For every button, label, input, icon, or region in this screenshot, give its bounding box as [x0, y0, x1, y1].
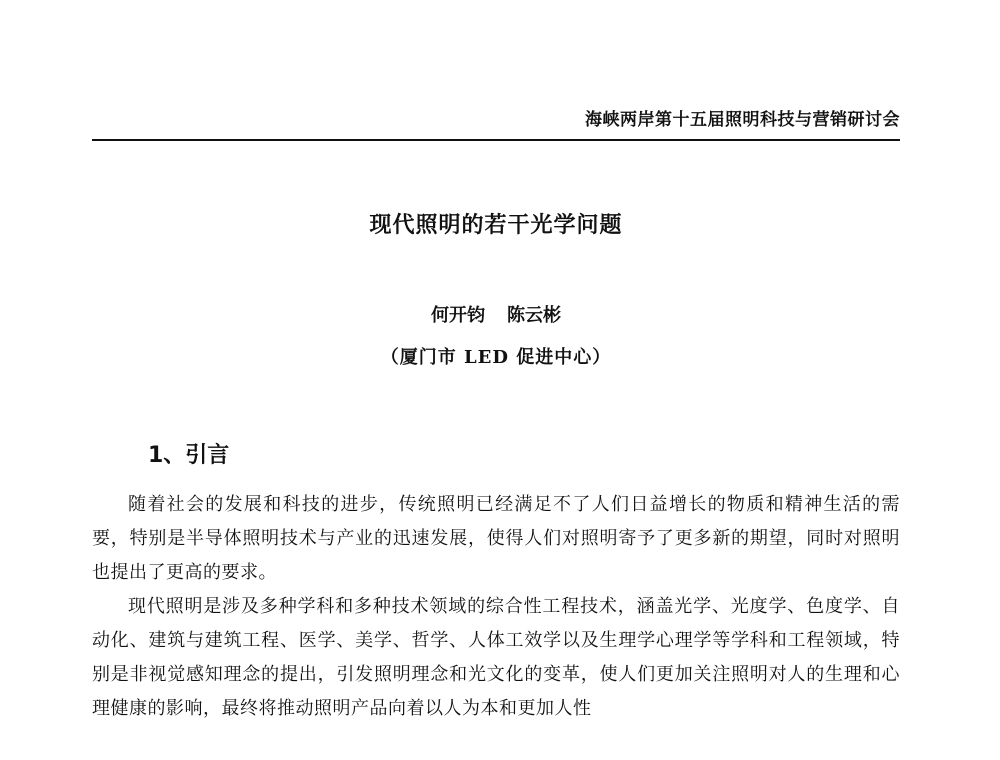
- author-list: [92, 303, 900, 329]
- running-header: 海峡两岸第十五届照明科技与营销研讨会: [585, 110, 900, 130]
- paragraph: 随着社会的发展和科技的进步，传统照明已经满足不了人们日益增长的物质和精神生活的需要，特别是半导体照明技术与产业的迅速发展，使得人们对照明寄予了更多新的期望，同时对照明也提出了更高的要求。: [92, 494, 900, 583]
- section-heading: 1、引言: [148, 443, 230, 468]
- paragraph: 现代照明是涉及多种学科和多种技术领域的综合性工程技术，涵盖光学、光度学、色度学、自动化、建筑与建筑工程、医学、美学、哲学、人体工效学以及生理学心理学等学科和工程领域，特别是非视觉感知理念的提出，引发照明理念和光文化的变革，使人们更加关注照明对人的生理和心理健康的影响，最终将推动照明产品向着以人为本和更加人性: [92, 596, 900, 719]
- section-body: [92, 488, 900, 726]
- header-rule: [92, 139, 900, 141]
- author-name: 何开钧: [431, 305, 485, 326]
- author-name: 陈云彬: [507, 305, 561, 326]
- paper-title: 现代照明的若干光学问题: [369, 213, 623, 238]
- author-affiliation: （厦门市 LED 促进中心）: [380, 347, 612, 368]
